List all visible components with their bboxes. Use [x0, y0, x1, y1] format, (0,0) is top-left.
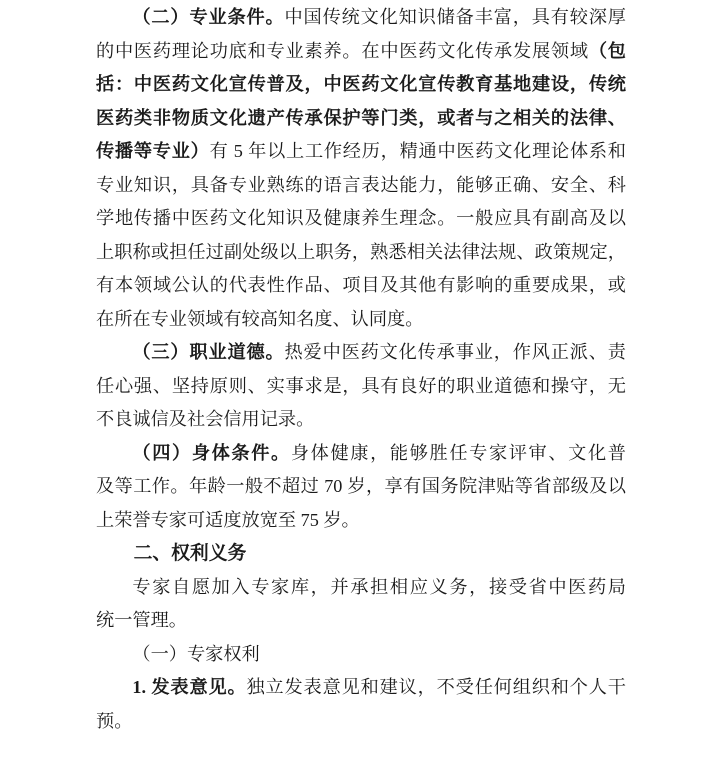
- line-text: 预。: [96, 710, 133, 731]
- text-line: [96, 35, 626, 69]
- item-lead: 1. 发表意见。: [132, 677, 247, 697]
- subsection-heading: （一）专家权利: [132, 643, 260, 664]
- paragraph-item-1: [96, 671, 626, 738]
- section-lead: （三）职业道德。: [132, 342, 285, 362]
- text-line: [96, 437, 626, 471]
- text-line: [96, 236, 626, 270]
- line-text: 有本领域公认的代表性作品、项目及其他有影响的重要成果，或: [96, 275, 626, 295]
- text-line: [96, 1, 626, 35]
- line-text: 上荣誉专家可适度放宽至 75 岁。: [96, 509, 360, 530]
- text-line: [96, 370, 626, 404]
- line-text: 及等工作。年龄一般不超过 70 岁，享有国务院津贴等省部级及以: [96, 476, 626, 496]
- line-text: 中国传统文化知识储备丰富，具有较深厚: [284, 7, 626, 27]
- paragraph-physical-conditions: [96, 437, 626, 538]
- section-lead: （四）身体条件。: [132, 442, 291, 463]
- emphasis-text: 括：中医药文化宣传普及，中医药文化宣传教育基地建设，传统: [96, 74, 626, 94]
- section-heading: 二、权利义务: [133, 543, 247, 564]
- line-text: 的中医药理论功底和专业素养。在中医药文化传承发展领域: [96, 40, 589, 61]
- line-text: 任心强、坚持原则、实事求是，具有良好的职业道德和操守，无: [96, 375, 626, 396]
- line-text: 热爱中医药文化传承事业，作风正派、责: [284, 342, 626, 362]
- line-text: 在所在专业领域有较高知名度、认同度。: [96, 308, 424, 329]
- text-line: [96, 470, 626, 504]
- text-line: [96, 135, 626, 169]
- line-text: 上职称或担任过副处级以上职务，熟悉相关法律法规、政策规定，: [96, 241, 626, 262]
- paragraph-professional-conditions: [96, 1, 626, 336]
- line-text: 统一管理。: [96, 610, 187, 630]
- line-text: 专业知识，具备专业熟练的语言表达能力，能够正确、安全、科: [96, 174, 626, 195]
- line-text: 独立发表意见和建议，不受任何组织和个人干: [246, 677, 626, 697]
- paragraph-professional-ethics: [96, 336, 626, 437]
- text-line: [96, 68, 626, 102]
- emphasis-text: 传播等专业）: [96, 141, 210, 161]
- text-line: [96, 336, 626, 370]
- paragraph-intro: [96, 571, 626, 638]
- text-line: [96, 303, 626, 337]
- section-lead: （二）专业条件。: [132, 7, 285, 27]
- text-line: [96, 504, 626, 538]
- line-text: 学地传播中医药文化知识及健康养生理念。一般应具有副高及以: [96, 208, 626, 228]
- line-text: 有 5 年以上工作经历，精通中医药文化理论体系和: [209, 141, 626, 161]
- text-line: [96, 571, 626, 605]
- text-line: [96, 705, 626, 739]
- text-line: [96, 102, 626, 136]
- text-line: [96, 269, 626, 303]
- text-line: [96, 671, 626, 705]
- document-body: [96, 1, 626, 738]
- line-text: 专家自愿加入专家库，并承担相应义务，接受省中医药局: [132, 576, 626, 597]
- emphasis-text: 医药类非物质文化遗产传承保护等门类，或者与之相关的法律、: [96, 107, 626, 128]
- text-line: [96, 604, 626, 638]
- text-line: [96, 169, 626, 203]
- text-line: [96, 403, 626, 437]
- text-line: [96, 202, 626, 236]
- line-text: 不良诚信及社会信用记录。: [96, 409, 315, 429]
- emphasis-text: （包: [588, 40, 626, 61]
- line-text: 身体健康，能够胜任专家评审、文化普: [290, 442, 626, 463]
